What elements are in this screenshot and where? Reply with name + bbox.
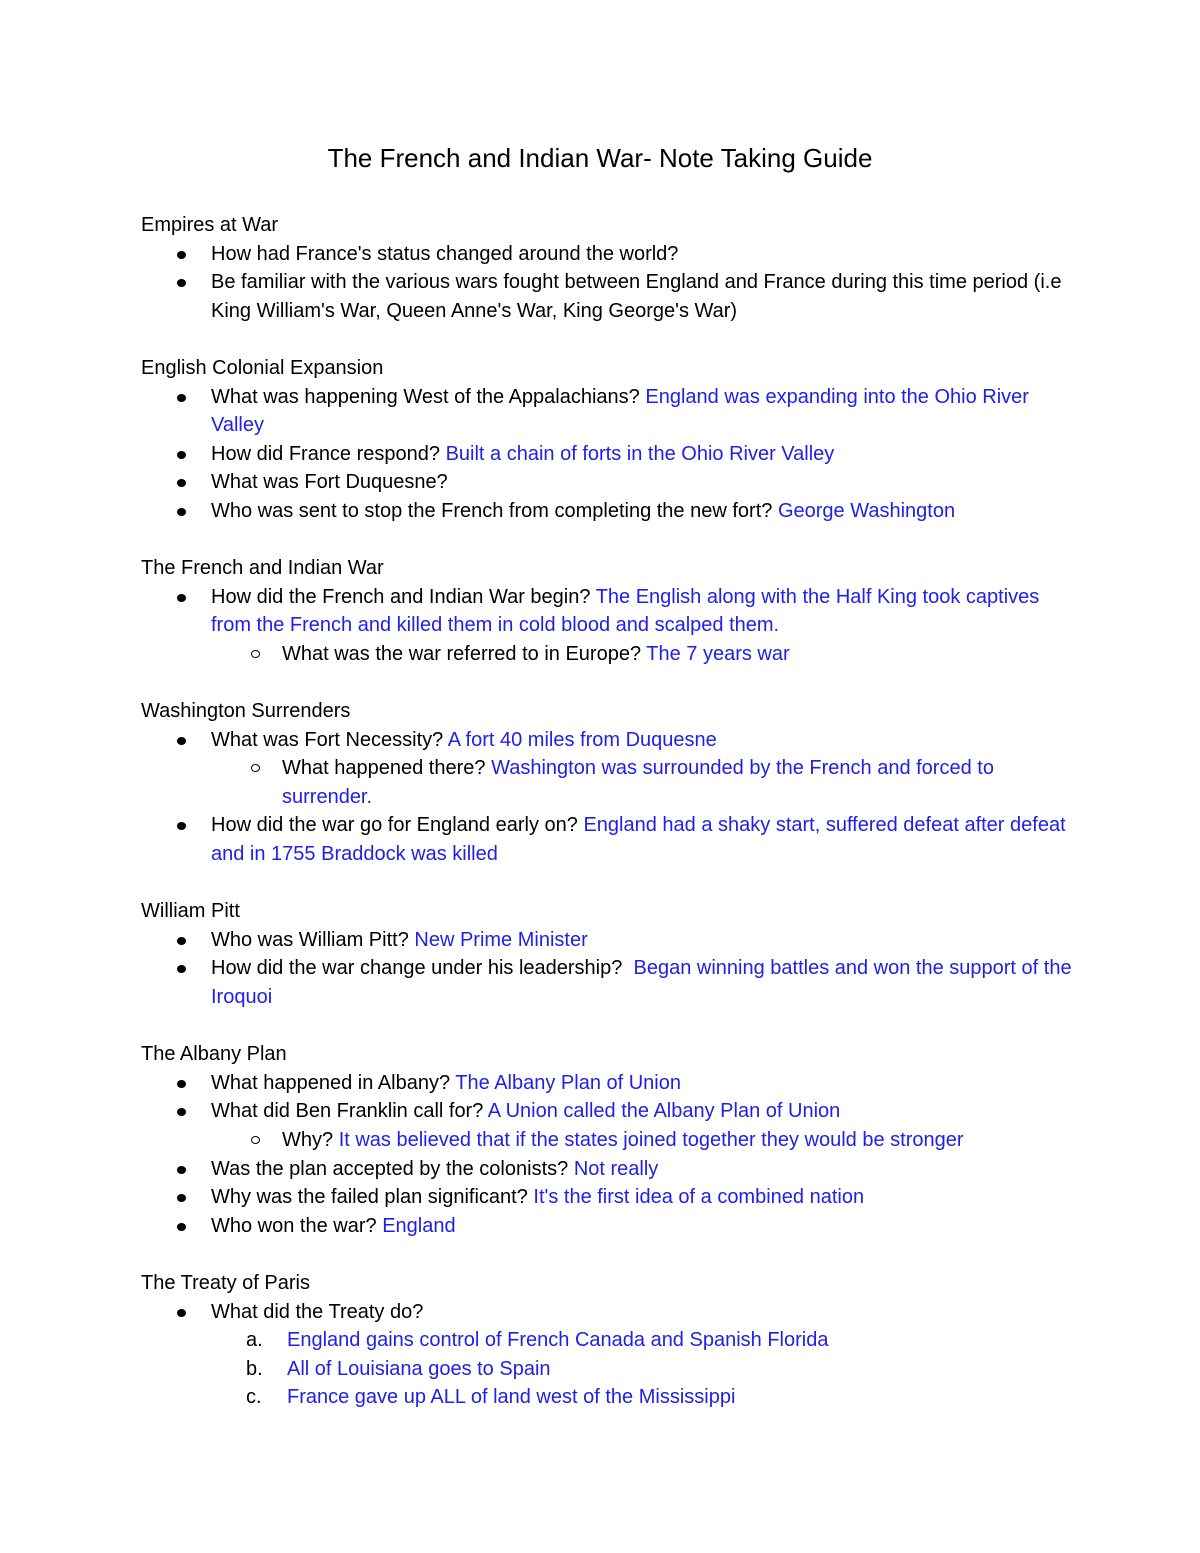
lettered-item (211, 1383, 1081, 1412)
question-text: How did the French and Indian War begin? (211, 585, 591, 608)
answer-text: England was expanding into the Ohio River Valley (211, 385, 1029, 437)
list-item (141, 926, 1081, 955)
hollow-bullet-icon (251, 1136, 260, 1144)
section-heading: Washington Surrenders (141, 700, 351, 723)
answer-text: A Union called the Albany Plan of Union (487, 1100, 841, 1123)
answer-text: England gains control of French Canada and Spanish Florida (287, 1329, 829, 1352)
list-marker: c. (246, 1386, 262, 1409)
question-text: How did France respond? (211, 442, 441, 465)
bullet-icon (177, 1166, 186, 1174)
question-text: What was happening West of the Appalachians? (211, 385, 640, 408)
answer-text: The English along with the Half King took captives from the French and killed them in cold blood and scalped them. (211, 585, 1040, 637)
answer-text: England (382, 1214, 456, 1237)
question-text: What was Fort Duquesne? (211, 471, 448, 494)
section-english-colonial-expansion (141, 354, 1081, 526)
answer-text: France gave up ALL of land west of the Mississippi (287, 1386, 736, 1409)
list-item (141, 497, 1081, 526)
question-text: What did Ben Franklin call for? (211, 1100, 484, 1123)
hollow-bullet-icon (251, 650, 260, 658)
list-item (141, 1155, 1081, 1184)
answer-text: Not really (573, 1157, 659, 1180)
section-treaty-of-paris (141, 1269, 1081, 1412)
bullet-icon (177, 1223, 186, 1231)
question-text: What was Fort Necessity? (211, 728, 444, 751)
answer-text: The Albany Plan of Union (455, 1071, 681, 1094)
list-marker: a. (246, 1329, 263, 1352)
bullet-icon (177, 737, 186, 745)
question-text: Why? (282, 1129, 334, 1151)
question-text: How did the war go for England early on? (211, 814, 578, 837)
bullet-icon (177, 822, 186, 830)
sub-list-item (211, 1126, 1081, 1155)
list-item (141, 268, 1081, 325)
list-item (141, 1212, 1081, 1241)
section-william-pitt (141, 897, 1081, 1011)
bullet-icon (177, 251, 186, 259)
bullet-icon (177, 1194, 186, 1202)
bullet-icon (177, 937, 186, 945)
hollow-bullet-icon (251, 764, 260, 772)
question-text: What did the Treaty do? (211, 1300, 424, 1323)
answer-text: Built a chain of forts in the Ohio River Valley (445, 442, 835, 465)
page-title: The French and Indian War- Note Taking Guide (327, 143, 873, 173)
question-text: Who was sent to stop the French from completing the new fort? (211, 499, 773, 522)
bullet-icon (177, 394, 186, 402)
question-text: Who won the war? (211, 1214, 377, 1237)
answer-text: Washington was surrounded by the French and forced to surrender. (282, 757, 994, 808)
answer-text: New Prime Minister (414, 928, 588, 951)
lettered-item (211, 1355, 1081, 1384)
question-text: What happened there? (282, 757, 486, 780)
question-text: Was the plan accepted by the colonists? (211, 1157, 569, 1180)
section-heading: The Treaty of Paris (141, 1271, 310, 1294)
lettered-item (211, 1326, 1081, 1355)
question-text: Be familiar with the various wars fought between England and France during this time period (i.e King William's War, Queen Anne's War, King George's War) (211, 271, 1062, 322)
bullet-icon (177, 279, 186, 287)
question-text: How had France's status changed around the world? (211, 242, 679, 265)
section-heading: The French and Indian War (141, 557, 384, 580)
bullet-icon (177, 1309, 186, 1317)
question-text: What happened in Albany? (211, 1071, 451, 1094)
list-item (141, 583, 1081, 669)
question-text: Who was William Pitt? (211, 928, 409, 951)
answer-text: It's the first idea of a combined nation (533, 1186, 865, 1209)
question-text: How did the war change under his leadership? (211, 957, 623, 980)
list-item (141, 811, 1081, 868)
answer-text: All of Louisiana goes to Spain (287, 1357, 551, 1380)
answer-text: It was believed that if the states joined together they would be stronger (338, 1129, 964, 1151)
bullet-icon (177, 508, 186, 516)
section-albany-plan (141, 1040, 1081, 1240)
answer-text: Began winning battles and won the support of the Iroquoi (211, 957, 1072, 1009)
list-item (141, 468, 1081, 497)
bullet-icon (177, 451, 186, 459)
list-item (141, 1298, 1081, 1412)
question-text: Why was the failed plan significant? (211, 1186, 528, 1209)
list-item (141, 1183, 1081, 1212)
sub-list-item (211, 640, 1081, 669)
bullet-icon (177, 594, 186, 602)
answer-text: A fort 40 miles from Duquesne (447, 728, 717, 751)
answer-text: George Washington (777, 499, 956, 522)
bullet-icon (177, 1080, 186, 1088)
list-item (141, 726, 1081, 812)
sub-list-item (211, 754, 1081, 811)
section-heading: William Pitt (141, 900, 240, 923)
list-item (141, 1097, 1081, 1154)
section-empires-at-war (141, 211, 1081, 325)
list-item (141, 1069, 1081, 1098)
list-item (141, 954, 1081, 1011)
list-item (141, 440, 1081, 469)
bullet-icon (177, 479, 186, 487)
section-heading: Empires at War (141, 214, 279, 236)
list-marker: b. (246, 1357, 263, 1380)
question-text: What was the war referred to in Europe? (282, 642, 642, 665)
list-item (141, 240, 1081, 269)
answer-text: The 7 years war (646, 642, 790, 665)
section-washington-surrenders (141, 697, 1081, 869)
answer-text: England had a shaky start, suffered defeat after defeat and in 1755 Braddock was killed (211, 814, 1066, 866)
document-body (141, 211, 1081, 1441)
bullet-icon (177, 1108, 186, 1116)
section-heading: English Colonial Expansion (141, 356, 384, 379)
section-french-and-indian-war (141, 554, 1081, 668)
section-heading: The Albany Plan (141, 1043, 287, 1066)
bullet-icon (177, 965, 186, 973)
list-item (141, 383, 1081, 440)
